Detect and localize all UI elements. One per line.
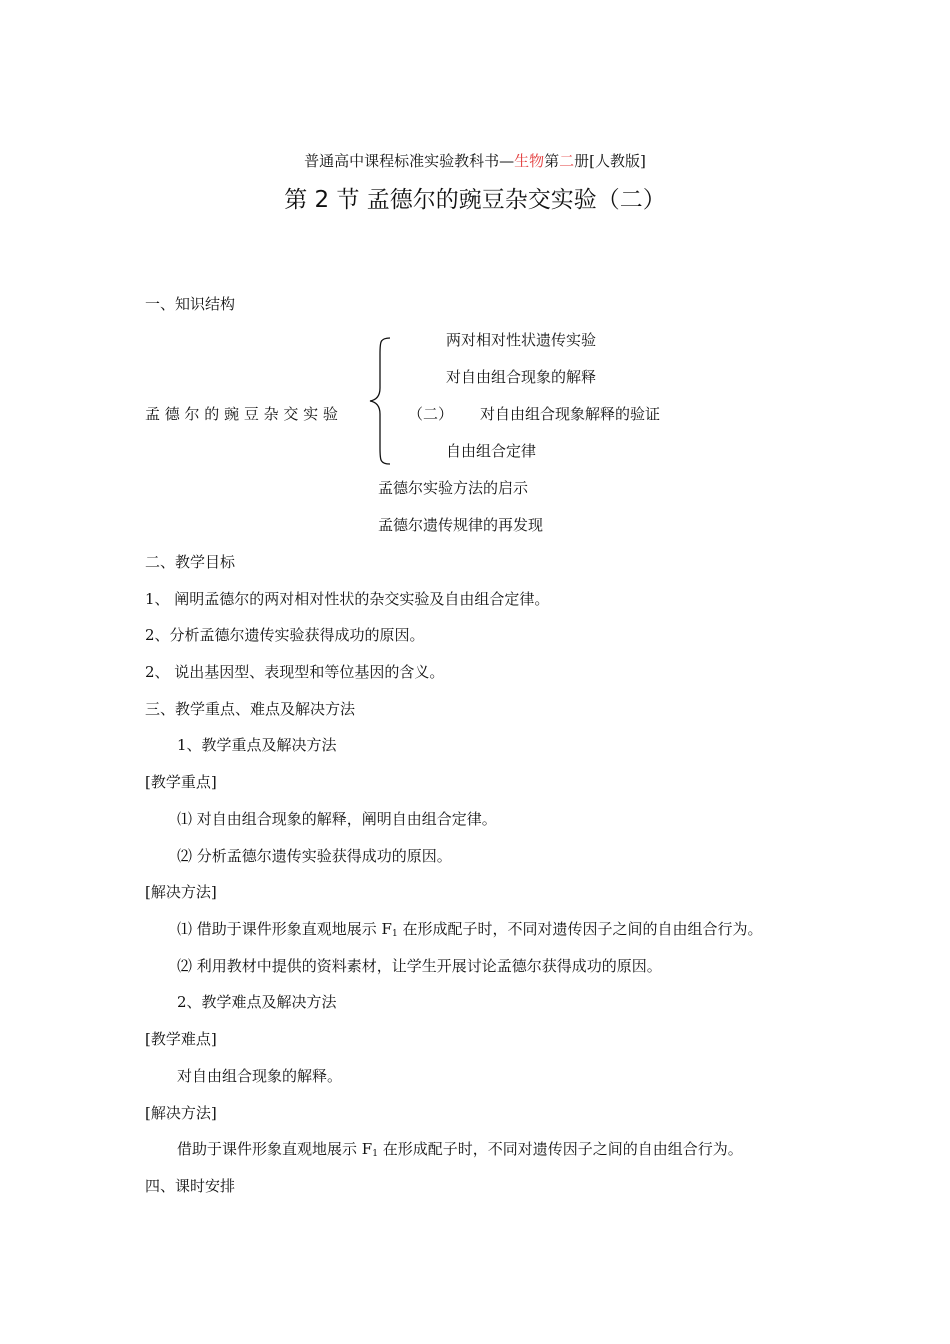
method2-item <box>177 1139 743 1164</box>
method-label: [解决方法] <box>145 883 217 901</box>
subscript: 1 <box>391 929 398 939</box>
method2-label: [解决方法] <box>145 1104 217 1122</box>
method-item-2: ⑵ 利用教材中提供的资料素材，让学生开展讨论孟德尔获得成功的原因。 <box>177 957 662 975</box>
structure-after-1: 孟德尔实验方法的启示 <box>378 479 529 497</box>
method2-text-a: 借助于课件形象直观地展示 F <box>177 1140 373 1158</box>
method-item-1-text-a: ⑴ 借助于课件形象直观地展示 F <box>177 920 392 938</box>
structure-after-2: 孟德尔遗传规律的再发现 <box>378 516 544 534</box>
header-volume: 二 <box>559 152 575 170</box>
method-item-1 <box>177 919 762 944</box>
difficulty-item: 对自由组合现象的解释。 <box>177 1067 343 1085</box>
key-point-2: ⑵ 分析孟德尔遗传实验获得成功的原因。 <box>177 847 452 865</box>
method-item-1-text-b: 在形成配子时，不同对遗传因子之间的自由组合行为。 <box>397 920 763 938</box>
header-suffix: 册[人教版] <box>574 152 646 170</box>
structure-branch-4: 自由组合定律 <box>446 442 537 460</box>
goal-item-1: 1、 阐明孟德尔的两对相对性状的杂交实验及自由组合定律。 <box>145 590 550 608</box>
left-brace-icon <box>368 336 392 466</box>
goal-item-2: 2、分析孟德尔遗传实验获得成功的原因。 <box>145 626 425 644</box>
key-point-1: ⑴ 对自由组合现象的解释，阐明自由组合定律。 <box>177 810 497 828</box>
section-key-heading: 三、教学重点、难点及解决方法 <box>145 700 356 718</box>
structure-root: 孟 德 尔 的 豌 豆 杂 交 实 验 <box>145 405 338 423</box>
page-header <box>0 151 950 171</box>
subscript: 1 <box>372 1149 378 1159</box>
header-mid: 第 <box>544 152 560 170</box>
header-subject: 生物 <box>514 152 545 170</box>
method2-text-b: 在形成配子时，不同对遗传因子之间的自由组合行为。 <box>377 1140 743 1158</box>
difficulty-label: [教学难点] <box>145 1030 217 1048</box>
structure-marker: （二） <box>408 405 454 423</box>
header-prefix: 普通高中课程标准实验教科书— <box>304 152 515 170</box>
key-points-label: [教学重点] <box>145 773 217 791</box>
goal-item-3: 2、 说出基因型、表现型和等位基因的含义。 <box>145 663 445 681</box>
page-title: 第 2 节 孟德尔的豌豆杂交实验（二） <box>284 187 666 213</box>
key-subheading-1: 1、教学重点及解决方法 <box>177 736 337 754</box>
section-schedule-heading: 四、课时安排 <box>145 1177 236 1195</box>
structure-branch-3: 对自由组合现象解释的验证 <box>480 405 661 423</box>
section-knowledge-heading: 一、知识结构 <box>145 295 236 313</box>
section-goals-heading: 二、教学目标 <box>145 553 236 571</box>
structure-branch-2: 对自由组合现象的解释 <box>446 368 597 386</box>
key-subheading-2: 2、教学难点及解决方法 <box>177 993 337 1011</box>
structure-branch-1: 两对相对性状遗传实验 <box>446 331 597 349</box>
